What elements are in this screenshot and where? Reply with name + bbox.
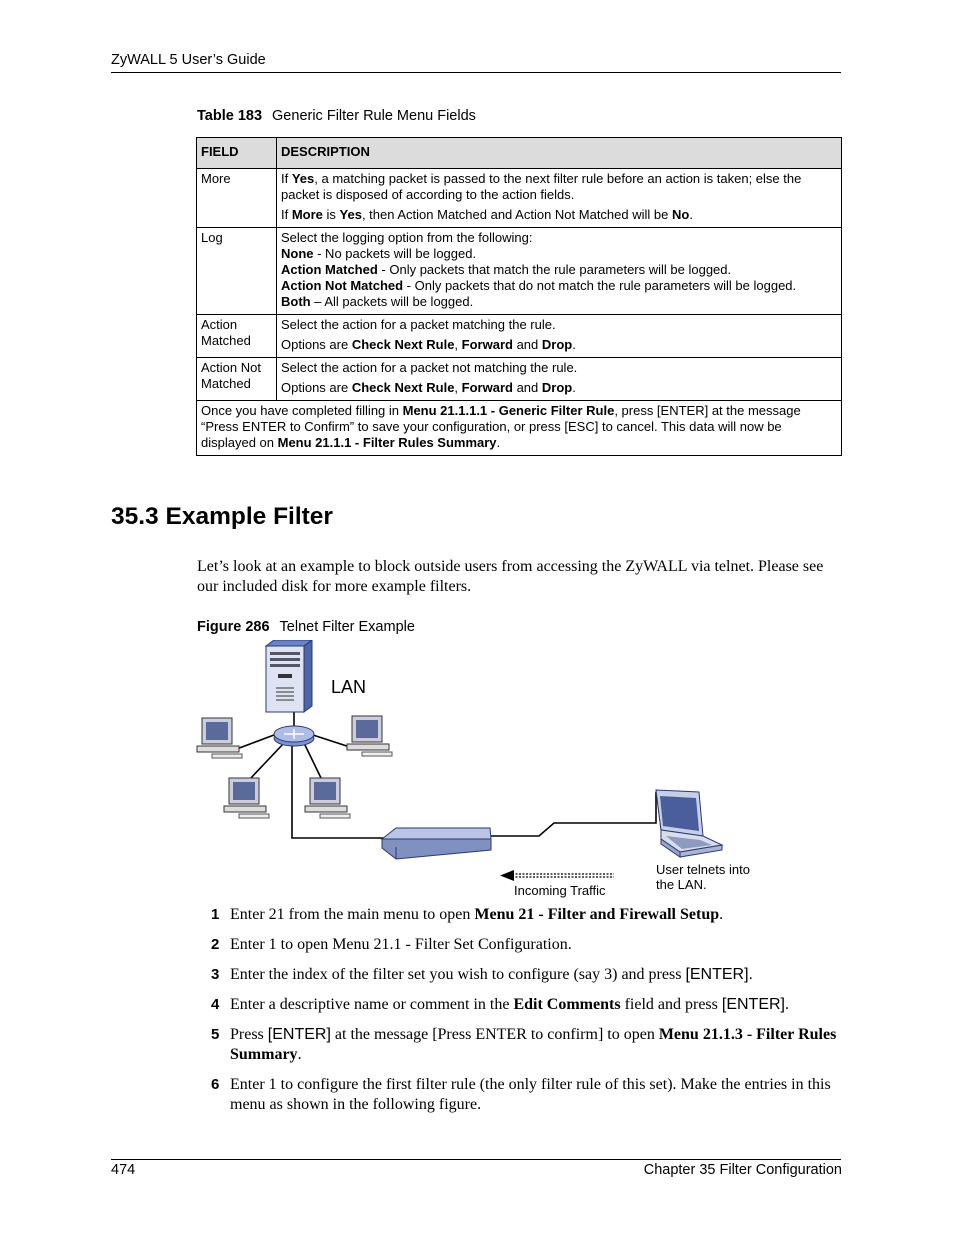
desktop-computer-icon: [197, 718, 242, 758]
description-more: If Yes, a matching packet is passed to the next filter rule before an action is taken; else the packet is disposed of according to the action fields. If More is Yes, then Action Matched and Action Not Matched will be No.: [277, 169, 842, 228]
desktop-computer-icon: [224, 778, 269, 818]
user-telnet-label-line2: the LAN.: [656, 877, 707, 892]
field-action-not-matched: Action Not Matched: [197, 358, 277, 401]
incoming-traffic-arrow-icon: [500, 870, 614, 881]
list-item: 6 Enter 1 to configure the first filter rule (the only filter rule of this set). Make the entries in this menu as shown in the following figure.: [211, 1076, 831, 1113]
table-row: [197, 358, 842, 401]
generic-filter-rule-table: [196, 137, 842, 456]
desktop-computer-icon: [305, 778, 350, 818]
table-footer-row: [197, 401, 842, 456]
list-item: 4 Enter a descriptive name or comment in the Edit Comments field and press [ENTER].: [211, 996, 789, 1013]
field-action-matched: Action Matched: [197, 315, 277, 358]
table-row: [197, 169, 842, 228]
page-number: 474: [111, 1162, 136, 1178]
header-field: FIELD: [197, 138, 277, 169]
table-caption-label: Table 183: [197, 108, 263, 124]
description-action-matched: Select the action for a packet matching the rule. Options are Check Next Rule, Forward and Drop.: [277, 315, 842, 358]
desktop-computer-icon: [347, 716, 392, 756]
field-log: Log: [197, 228, 277, 315]
chapter-title: Chapter 35 Filter Configuration: [643, 1162, 842, 1178]
table-caption: [197, 108, 476, 124]
running-header: ZyWALL 5 User’s Guide: [111, 52, 266, 68]
figure-caption: [197, 619, 415, 635]
table-footer-note: Once you have completed filling in Menu 21.1.1.1 - Generic Filter Rule, press [ENTER] at the message “Press ENTER to Confirm” to save your configuration, or press [ESC] to cancel. This data will now be displayed on Menu 21.1.1 - Filter Rules Summary.: [197, 401, 842, 456]
table-row: [197, 315, 842, 358]
zywall-device-icon: [382, 828, 491, 859]
hub-icon: [274, 726, 314, 746]
description-action-not-matched: Select the action for a packet not matching the rule. Options are Check Next Rule, Forward and Drop.: [277, 358, 842, 401]
server-icon: [266, 640, 312, 712]
user-telnet-label-line1: User telnets into: [656, 862, 750, 877]
section-intro: Let’s look at an example to block outside users from accessing the ZyWALL via telnet. Please see our included disk for more example filters.: [197, 558, 824, 595]
incoming-traffic-label: Incoming Traffic: [514, 883, 606, 898]
table-header-row: [197, 138, 842, 169]
field-more: More: [197, 169, 277, 228]
figure-caption-label: Figure 286: [197, 619, 270, 635]
list-item: 2 Enter 1 to open Menu 21.1 - Filter Set Configuration.: [211, 936, 572, 953]
laptop-icon: [656, 790, 722, 857]
table-row: [197, 228, 842, 315]
list-item: 1 Enter 21 from the main menu to open Menu 21 - Filter and Firewall Setup.: [211, 906, 724, 923]
step-list: [197, 905, 842, 1125]
lan-label: LAN: [331, 677, 367, 697]
table-caption-text: Generic Filter Rule Menu Fields: [272, 108, 476, 124]
header-rule: [111, 72, 841, 73]
list-item: 3 Enter the index of the filter set you wish to configure (say 3) and press [ENTER].: [211, 966, 753, 983]
figure-caption-text: Telnet Filter Example: [279, 619, 415, 635]
section-title: 35.3 Example Filter: [111, 503, 333, 530]
telnet-filter-diagram: [194, 640, 760, 898]
list-item: 5 Press [ENTER] at the message [Press ENTER to confirm] to open Menu 21.1.3 - Filter Rules Summary.: [211, 1026, 837, 1063]
header-description: DESCRIPTION: [277, 138, 842, 169]
footer-rule: [111, 1159, 841, 1160]
description-log: Select the logging option from the following: None - No packets will be logged. Action Matched - Only packets that match the rule parameters will be logged. Action Not Matched - Only packets that do not match the rule parameters will be logged. Both – All packets will be logged.: [277, 228, 842, 315]
